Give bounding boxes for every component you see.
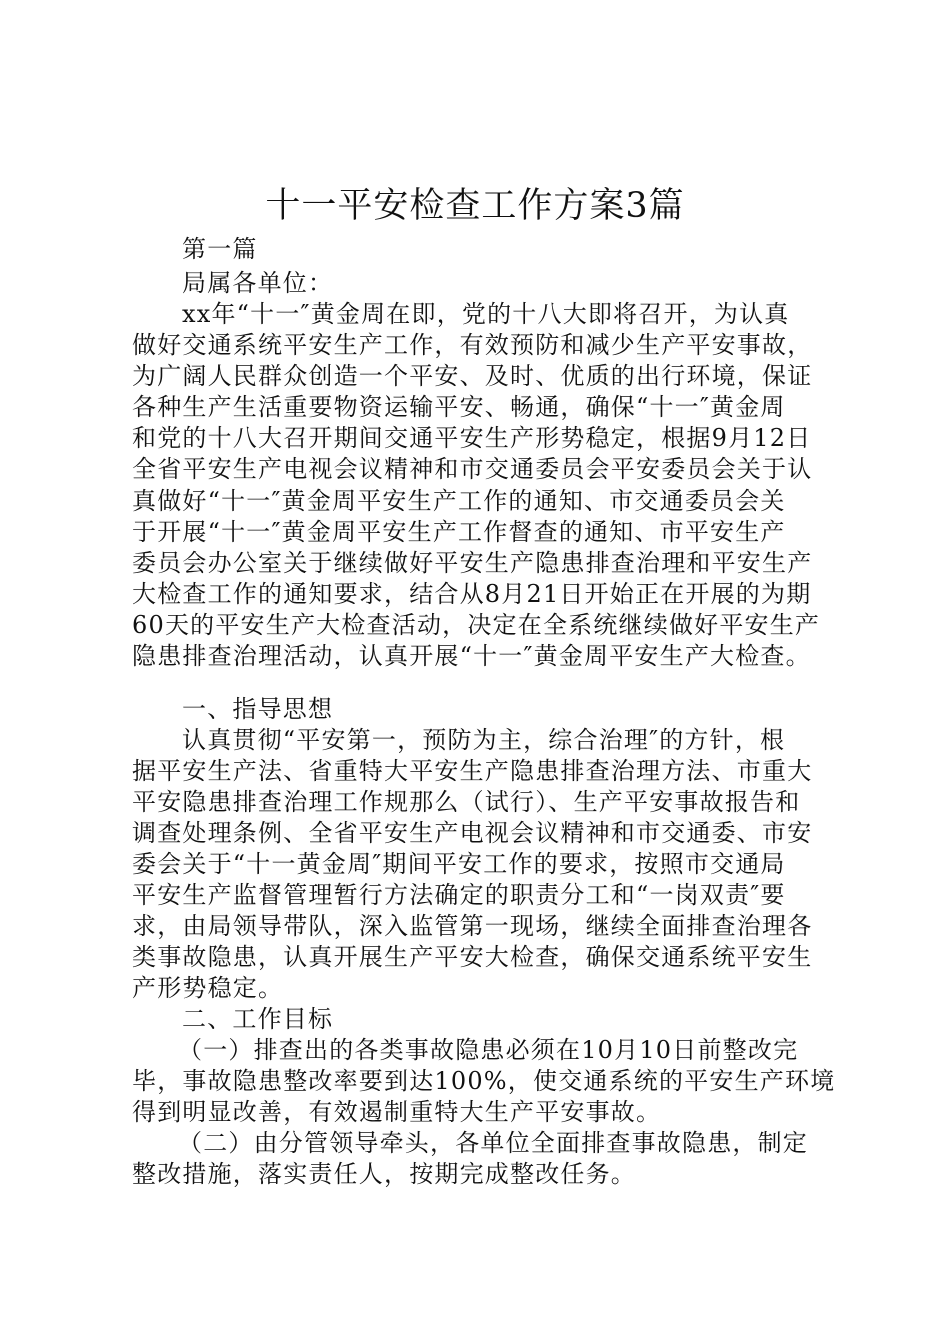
intro-line: 大检查工作的通知要求，结合从8月21日开始正在开展的为期 xyxy=(132,580,812,608)
document-title: 十一平安检查工作方案3篇 xyxy=(265,186,685,226)
guiding-line: 类事故隐患，认真开展生产平安大检查，确保交通系统平安生 xyxy=(132,943,813,971)
section-label: 第一篇 xyxy=(182,235,258,263)
intro-line: 全省平安生产电视会议精神和市交通委员会平安委员会关于认 xyxy=(132,455,813,483)
goal-1-line: （一）排查出的各类事故隐患必须在10月10日前整改完 xyxy=(178,1036,799,1064)
goal-2-line: 整改措施，落实责任人，按期完成整改任务。 xyxy=(132,1160,636,1188)
intro-line: 做好交通系统平安生产工作，有效预防和减少生产平安事故， xyxy=(132,331,813,359)
intro-line: 60天的平安生产大检查活动，决定在全系统继续做好平安生产 xyxy=(132,611,821,639)
guiding-line: 平安生产监督管理暂行方法确定的职责分工和“一岗双责″要 xyxy=(132,881,786,909)
intro-line: 委员会办公室关于继续做好平安生产隐患排查治理和平安生产 xyxy=(132,549,813,577)
guiding-line: 调查处理条例、全省平安生产电视会议精神和市交通委、市安 xyxy=(132,819,813,847)
intro-line: 隐患排查治理活动，认真开展“十一″黄金周平安生产大检查。 xyxy=(132,642,811,670)
intro-line: 于开展“十一″黄金周平安生产工作督查的通知、市平安生产 xyxy=(132,518,786,546)
salutation: 局属各单位： xyxy=(182,269,334,297)
guiding-line: 产形势稳定。 xyxy=(132,974,284,1002)
heading-work-goals: 二、工作目标 xyxy=(182,1005,334,1033)
intro-line: 为广阔人民群众创造一个平安、及时、优质的出行环境，保证 xyxy=(132,362,813,390)
goal-2-line: （二）由分管领导牵头，各单位全面排查事故隐患，制定 xyxy=(178,1129,808,1157)
heading-guiding-principle: 一、指导思想 xyxy=(182,695,334,723)
guiding-line: 认真贯彻“平安第一，预防为主，综合治理″的方针，根 xyxy=(182,726,786,754)
goal-1-line: 毕，事故隐患整改率要到达100%，使交通系统的平安生产环境 xyxy=(132,1067,836,1095)
guiding-line: 求，由局领导带队，深入监管第一现场，继续全面排查治理各 xyxy=(132,912,813,940)
guiding-line: 委会关于“十一黄金周″期间平安工作的要求，按照市交通局 xyxy=(132,850,786,878)
intro-line: 各种生产生活重要物资运输平安、畅通，确保“十一″黄金周 xyxy=(132,393,786,421)
intro-line: 和党的十八大召开期间交通平安生产形势稳定，根据9月12日 xyxy=(132,424,812,452)
goal-1-line: 得到明显改善，有效遏制重特大生产平安事故。 xyxy=(132,1098,662,1126)
intro-line: xx年“十一″黄金周在即，党的十八大即将召开，为认真 xyxy=(182,300,790,328)
guiding-line: 平安隐患排查治理工作规那么（试行）、生产平安事故报告和 xyxy=(132,788,801,816)
intro-line: 真做好“十一″黄金周平安生产工作的通知、市交通委员会关 xyxy=(132,487,786,515)
guiding-line: 据平安生产法、省重特大平安生产隐患排查治理方法、市重大 xyxy=(132,757,813,785)
